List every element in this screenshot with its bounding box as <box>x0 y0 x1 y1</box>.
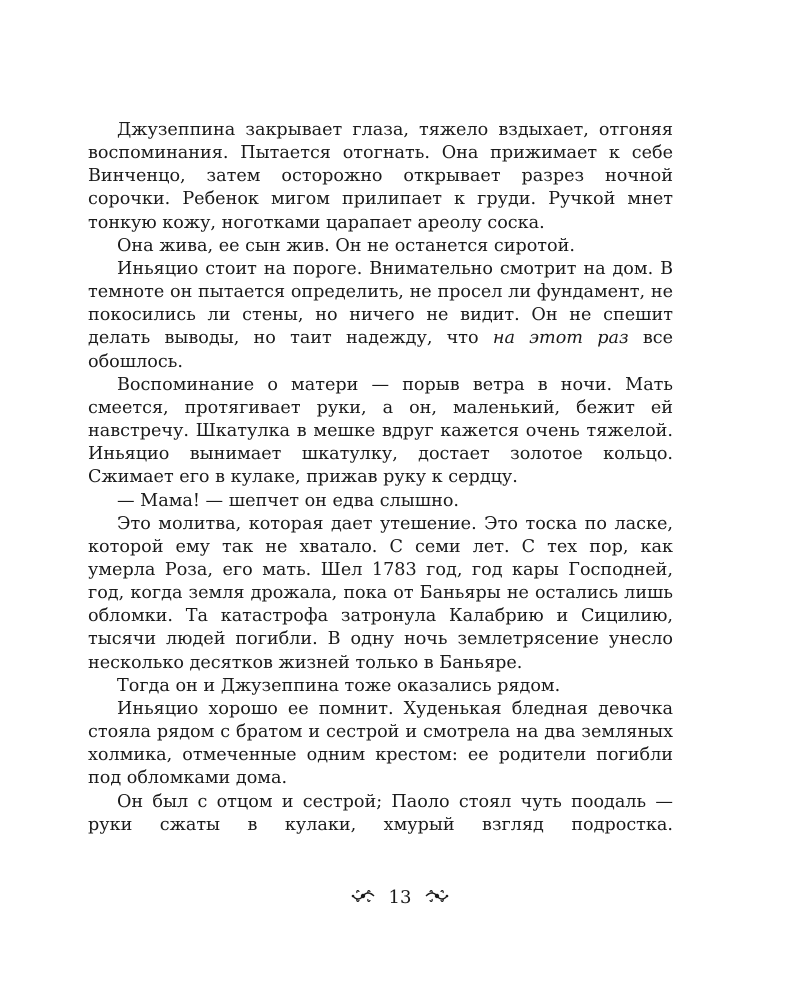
paragraph-3-text-a: Иньяцио стоит на пороге. Внимательно смотрит на дом. В темноте он пытается определить, не просел ли фундамент, не покосились ли стены, но ничего не видит. Он не спешит делать выводы, но таит надежду, что <box>88 258 673 349</box>
paragraph-1: Джузеппина закрывает глаза, тяжело вздыхает, отгоняя воспоминания. Пытается отогнать. Она прижимает к себе Винченцо, затем осторожно открывает разрез ночной сорочки. Ребенок мигом прилипает к груди. Ручкой мнет тонкую кожу, ноготками царапает ареолу соска. <box>88 120 673 233</box>
page-number: 13 <box>388 887 412 908</box>
paragraph-5: — Мама! — шепчет он едва слышно. <box>117 490 460 511</box>
floral-ornament-left-icon <box>351 886 375 910</box>
paragraph-6: Это молитва, которая дает утешение. Это тоска по ласке, которой ему так не хватало. С семи лет. С тех пор, как умерла Роза, его мать. Шел 1783 год, год кары Господней, год, когда земля дрожала, пока от Баньяры не остались лишь обломки. Та катастрофа затронула Калабрию и Сицилию, тысячи людей погибли. В одну ночь землетрясение унесло несколько десятков жизней только в Баньяре. <box>88 513 673 673</box>
paragraph-3-emphasis: на этот раз <box>492 328 629 349</box>
paragraph-8: Иньяцио хорошо ее помнит. Худенькая бледная девочка стояла рядом с братом и сестрой и смотрела на два земляных холмика, отмеченные одним крестом: ее родители погибли под обломками дома. <box>88 698 673 789</box>
page-body <box>88 119 673 837</box>
floral-ornament-right-icon <box>425 886 449 910</box>
paragraph-7: Тогда он и Джузеппина тоже оказались рядом. <box>117 675 561 696</box>
paragraph-3-text-b: все обошлось. <box>88 328 673 372</box>
paragraph-4: Воспоминание о матери — порыв ветра в ночи. Мать смеется, протягивает руки, а он, маленький, бежит ей навстречу. Шкатулка в мешке вдруг кажется очень тяжелой. Иньяцио вынимает шкатулку, достает золотое кольцо. Сжимает его в кулаке, прижав руку к сердцу. <box>88 374 673 488</box>
page-footer <box>0 886 800 910</box>
paragraph-9: Он был с отцом и сестрой; Паоло стоял чуть поодаль — руки сжаты в кулаки, хмурый взгляд подростка. <box>88 791 673 835</box>
paragraph-3 <box>88 258 673 374</box>
paragraph-2: Она жива, ее сын жив. Он не останется сиротой. <box>117 235 575 256</box>
